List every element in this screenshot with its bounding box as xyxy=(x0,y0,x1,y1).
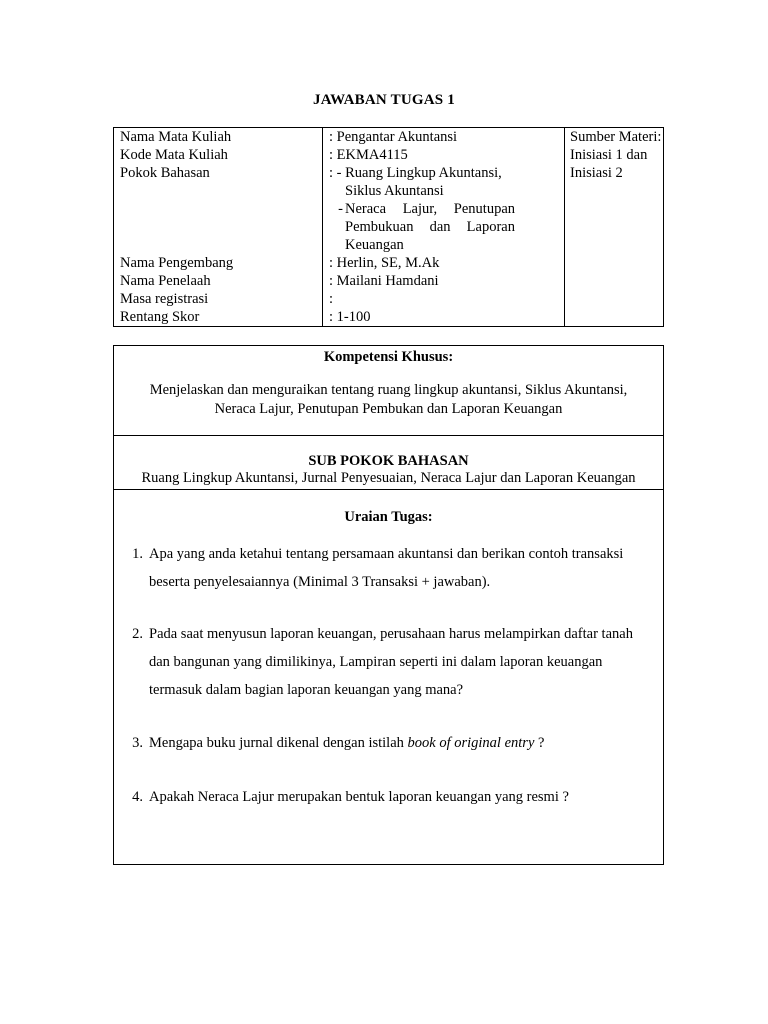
uraian-box xyxy=(113,489,664,865)
task-line: Apakah Neraca Lajur merupakan bentuk laporan keuangan yang resmi ? xyxy=(149,789,569,805)
value-pokok-2 xyxy=(329,200,564,254)
page-title: JAWABAN TUGAS 1 xyxy=(313,92,455,108)
info-values-cell xyxy=(323,128,565,327)
italic-term: book of original entry xyxy=(407,735,535,751)
pokok-2-line: Pembukuan dan Laporan xyxy=(345,219,515,235)
label-nama-pengembang: Nama Pengembang xyxy=(120,255,234,271)
label-masa-registrasi: Masa registrasi xyxy=(120,291,209,307)
value-pengembang: : Herlin, SE, M.Ak xyxy=(329,255,440,271)
task-item xyxy=(114,783,654,811)
uraian-title: Uraian Tugas: xyxy=(344,509,433,525)
value-pokok-1a: : - Ruang Lingkup Akuntansi, xyxy=(329,165,502,181)
info-labels-cell xyxy=(114,128,323,327)
task-line: beserta penyelesaiannya (Minimal 3 Transaksi + jawaban). xyxy=(149,574,491,590)
kompetensi-body xyxy=(114,381,663,419)
value-mata-kuliah: : Pengantar Akuntansi xyxy=(329,129,458,145)
kompetensi-title: Kompetensi Khusus: xyxy=(323,349,454,365)
sub-pokok-box xyxy=(113,435,664,490)
sub-pokok-text: Ruang Lingkup Akuntansi, Jurnal Penyesuaian, Neraca Lajur dan Laporan Keuangan xyxy=(141,470,636,486)
value-kode: : EKMA4115 xyxy=(329,147,408,163)
task-item xyxy=(114,620,654,704)
label-nama-mata-kuliah: Nama Mata Kuliah xyxy=(120,129,232,145)
task-number: 4. xyxy=(132,789,143,805)
task-item xyxy=(114,729,654,757)
task-line: dan bangunan yang dimilikinya, Lampiran seperti ini dalam laporan keuangan xyxy=(149,654,603,670)
kompetensi-line: Menjelaskan dan menguraikan tentang ruang lingkup akuntansi, Siklus Akuntansi, xyxy=(149,382,628,398)
label-pokok-bahasan: Pokok Bahasan xyxy=(120,165,210,181)
kompetensi-box xyxy=(113,345,664,436)
task-line: Apa yang anda ketahui tentang persamaan akuntansi dan berikan contoh transaksi xyxy=(149,546,624,562)
value-penelaah: : Mailani Hamdani xyxy=(329,273,439,289)
task-line: Mengapa buku jurnal dikenal dengan istilah book of original entry ? xyxy=(149,735,545,751)
pokok-2-dash: - xyxy=(338,201,343,217)
sumber-title: Sumber Materi: xyxy=(570,129,662,145)
sub-pokok-title: SUB POKOK BAHASAN xyxy=(308,453,469,469)
label-rentang-skor: Rentang Skor xyxy=(120,309,200,325)
task-number: 3. xyxy=(132,735,143,751)
task-line: termasuk dalam bagian laporan keuangan yang mana? xyxy=(149,682,464,698)
value-skor: : 1-100 xyxy=(329,309,371,325)
task-item xyxy=(114,540,654,596)
pokok-2-line: Keuangan xyxy=(345,237,404,253)
label-nama-penelaah: Nama Penelaah xyxy=(120,273,211,289)
pokok-2-line: Neraca Lajur, Penutupan xyxy=(345,201,515,217)
value-masa: : xyxy=(329,291,334,307)
course-info-table xyxy=(113,127,664,327)
label-kode-mata-kuliah: Kode Mata Kuliah xyxy=(120,147,228,163)
kompetensi-line: Neraca Lajur, Penutupan Pembukan dan Laporan Keuangan xyxy=(214,401,563,417)
task-number: 2. xyxy=(132,626,143,642)
sumber-line: Inisiasi 1 dan xyxy=(570,147,648,163)
task-line: Pada saat menyusun laporan keuangan, perusahaan harus melampirkan daftar tanah xyxy=(149,626,633,642)
task-number: 1. xyxy=(132,546,143,562)
sumber-line: Inisiasi 2 xyxy=(570,165,623,181)
sumber-materi-cell xyxy=(565,128,664,327)
task-list xyxy=(114,540,654,811)
value-pokok-1b: Siklus Akuntansi xyxy=(345,183,444,199)
